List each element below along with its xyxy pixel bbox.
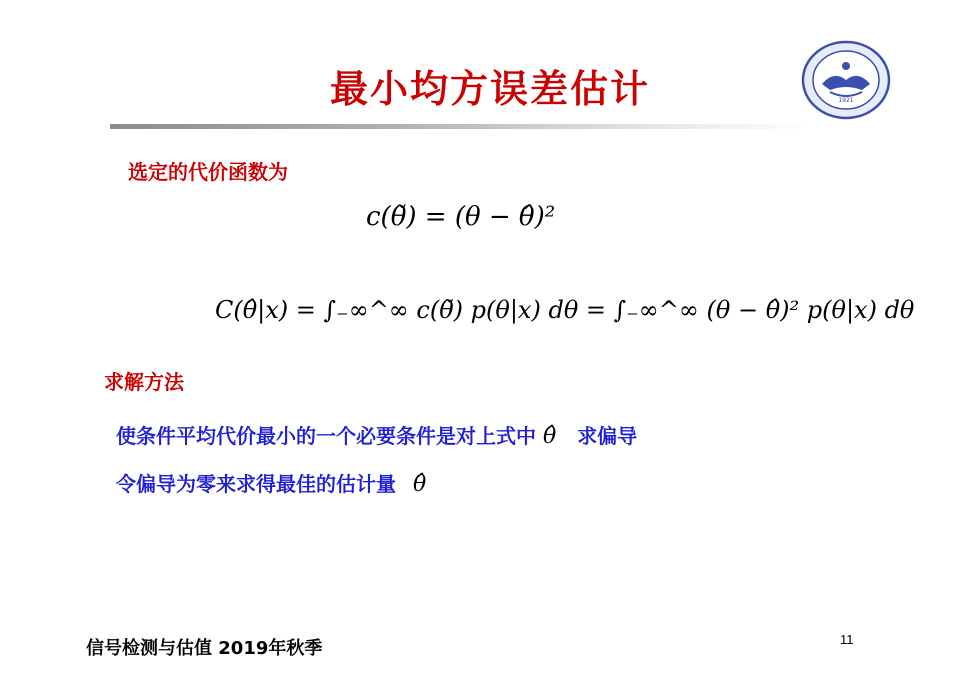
condition-suffix: 求偏导 bbox=[577, 424, 638, 448]
bayes-risk-equation bbox=[215, 296, 914, 324]
estimator-text: 令偏导为零来求得最佳的估计量 bbox=[116, 472, 396, 496]
page-number: 11 bbox=[840, 632, 854, 647]
cost-equation bbox=[366, 202, 555, 232]
svg-text:1921: 1921 bbox=[838, 97, 854, 104]
estimator-line bbox=[116, 468, 426, 497]
condition-text: 使条件平均代价最小的一个必要条件是对上式中 bbox=[116, 424, 536, 448]
cost-function-label: 选定的代价函数为 bbox=[128, 160, 288, 184]
title-divider bbox=[110, 124, 810, 129]
method-heading: 求解方法 bbox=[104, 370, 184, 394]
theta-hat-symbol: θ̂ bbox=[542, 424, 557, 449]
cost-equation-text: c(θ̃) = (θ − θ̂)² bbox=[366, 202, 556, 232]
theta-hat-symbol: θ̂ bbox=[412, 472, 427, 497]
bayes-risk-equation-text: C(θ̂|x) = ∫₋∞^∞ c(θ̃) p(θ|x) dθ = ∫₋∞^∞ (θ − θ̂)² p(θ|x) dθ bbox=[215, 296, 915, 324]
university-seal-icon bbox=[800, 40, 892, 120]
footer-course-title: 信号检测与估值 2019年秋季 bbox=[86, 638, 323, 659]
condition-line bbox=[116, 420, 637, 449]
page-title: 最小均方误差估计 bbox=[329, 67, 650, 111]
